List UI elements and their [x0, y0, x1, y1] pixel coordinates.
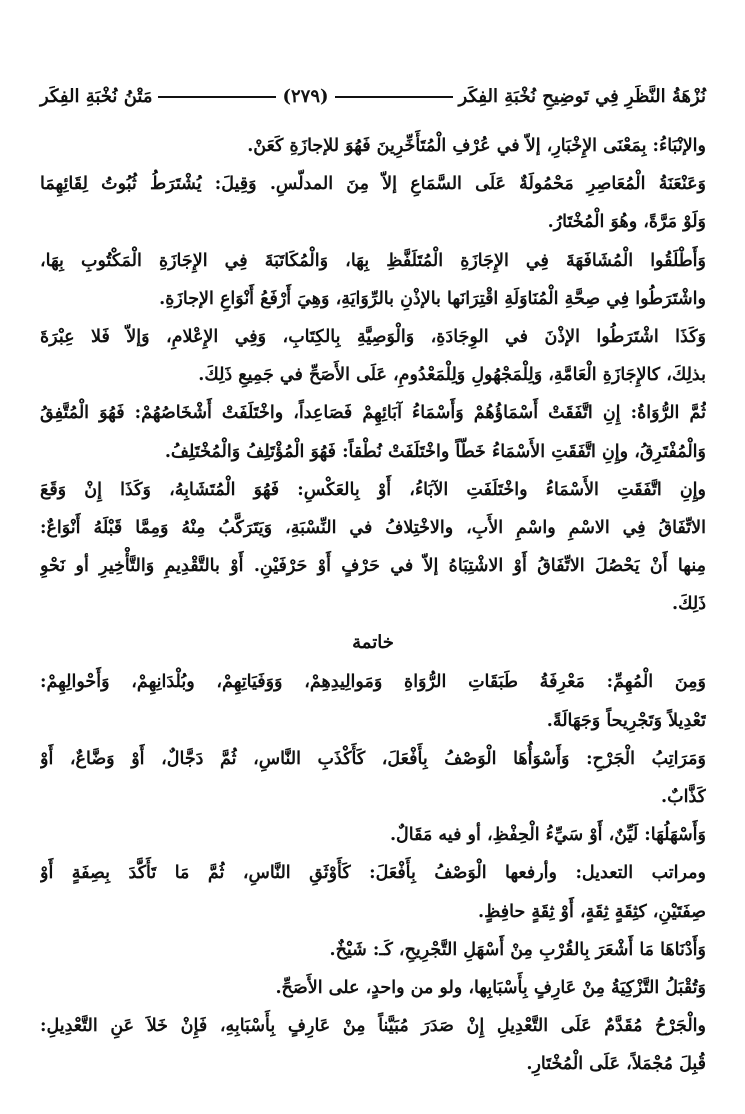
text-line: وَكَذَا اشْتَرَطُوا الإذْنَ في الوِجَادَةِ، وَالْوَصِيَّةِ بِالكِتَابِ، وَفِي الإِعْلامِ، وَإلاّ فَلا عِبْرَةَ — [40, 326, 706, 347]
text-line: وَأَسْهَلُهَا: لَيِّنٌ، أَوْ سَيِّءُ الْحِفْظِ، أو فيه مَقَالٌ. — [389, 825, 706, 846]
text-line: صِفَتَيْنِ، كثِقَةٍ ثِقَةٍ، أَوْ ثِقَةٍ حافِظٍ. — [478, 901, 706, 922]
text-line: وَلَوْ مَرَّةً، وهُوَ الْمُخْتَارُ. — [547, 212, 706, 233]
text-line: وَأَطْلَقُوا الْمُشَافَهَةَ فِي الإِجَازَةِ الْمُتَلَفَّظِ بِهَا، وَالْمُكَاتَبَةَ فِي الإِجَازَةِ الْمَكْتُوبِ بِهَا، — [40, 250, 706, 271]
text-line: وَعَنْعَنَةُ الْمُعَاصِرِ مَحْمُولَةٌ عَلَى السَّمَاعِ إلاّ مِنَ المدلّسِ. وَقِيلَ: يُشْتَرَطُ ثُبُوتُ لِقَائِهِمَا — [40, 174, 706, 195]
text-line: وَمِنَ الْمُهِمِّ: مَعْرِفَةُ طَبَقَاتِ الرُّوَاةِ وَمَوالِيدِهِمْ، وَوَفَيَاتِهِمْ، وبُلْدَانِهِمْ، وَأَحْوالِهِمْ: — [40, 672, 706, 693]
section-heading: خاتمة — [352, 632, 394, 654]
running-header — [40, 86, 706, 107]
text-body — [40, 127, 706, 1084]
text-line: وَأَدْنَاهَا مَا أَشْعَرَ بِالقُرْبِ مِنْ أَسْهَلِ التَّجْرِيحِ، كَـ: شَيْخٌ. — [329, 939, 706, 960]
text-line: تَعْدِيلاً وَتَجْرِيحاً وَجَهَالَةً. — [546, 710, 706, 731]
text-line: والإنْبَاءُ: بِمَعْنَى الإِخْبَارِ، إلاّ في عُرْفِ الْمُتَأَخِّرِينَ فَهُوَ للإجازَةِ كَعَنْ. — [247, 136, 706, 156]
page-number: (٢٧٩) — [282, 86, 329, 107]
header-right-title: نُزْهَةُ النَّظَرِ فِي تَوضِيحِ نُخْبَةِ الفِكَر — [458, 86, 706, 107]
text-line: مِنها أَنْ يَحْصُلَ الاتِّفَاقُ أَوْ الاشْتِبَاهُ إلاّ في حَرْفٍ أَوْ حَرْفَيْنِ. أَوْ بالتَّقْدِيمِ وَالتَّأْخِيرِ أو نَحْوِ — [40, 556, 706, 577]
text-line: وَمَرَاتِبُ الْجَرْحِ: وَأَسْوَأُهَا الْوَصْفُ بِأَفْعَلَ، كَأَكْذَبِ النَّاسِ، ثُمَّ دَجَّالٌ، أَوْ وَضَّاعٌ، أَوْ — [40, 748, 706, 769]
text-line: وإِنِ اتَّفَقَتِ الأَسْمَاءُ واخْتَلَفَتِ الآبَاءُ، أَوْ بِالعَكْسِ: فَهُوَ الْمُتَشَابِهُ، وَكَذَا إِنْ وَقَعَ — [40, 479, 706, 500]
text-line: وَالْمُفْتَرِقُ، وإِنِ اتَّفَقَتِ الأَسْمَاءُ خَطّاً واخْتَلَفَتْ نُطْقاً: فَهُوَ الْمُؤْتَلِفُ وَالْمُخْتَلِفُ. — [164, 441, 706, 462]
text-line: بذلِكَ، كالإِجَازَةِ الْعَامَّةِ، وَلِلْمَجْهُولِ وَلِلْمَعْدُومِ، عَلَى الأَصَحِّ في جَمِيعِ ذَلِكَ. — [198, 365, 706, 386]
text-line: وَتُقْبَلُ التَّزْكِيَةُ مِنْ عَارِفٍ بِأَسْبَابِها، ولو من واحدٍ، على الأَصَحِّ. — [275, 977, 706, 998]
text-line: كَذَّابٌ. — [661, 787, 706, 807]
header-left-title: مَتْنُ نُخْبَةِ الفِكَر — [40, 86, 153, 107]
text-line: والْجَرْحُ مُقَدَّمٌ عَلَى التَّعْدِيلِ إِنْ صَدَرَ مُبَيَّناً مِنْ عَارِفٍ بِأَسْبَابِهِ، فَإِنْ خَلاَ عَنِ التَّعْدِيلِ: — [40, 1016, 706, 1037]
text-line: ثُمَّ الرُّوَاةُ: إِنِ اتَّفَقَتْ أَسْمَاؤُهُمْ وَأَسْمَاءُ آبَائِهِمْ فَصَاعِداً، واخْتَلَفَتْ أَشْخَاصُهُمْ: فَهُوَ الْمُتَّفِقُ — [40, 403, 706, 424]
text-line: قُبِلَ مُجْمَلاً، عَلَى الْمُخْتَارِ. — [526, 1054, 706, 1075]
header-rule-right — [335, 96, 453, 98]
text-line: واشْتَرَطُوا فِي صِحَّةِ الْمُنَاوَلَةِ اقْتِرَانَها بالإذْنِ بالرِّوَايَةِ، وَهِيَ أَرْفَعُ أَنْوَاعِ الإجازَةِ. — [159, 288, 706, 309]
text-line: ذَلِكَ. — [672, 594, 706, 615]
text-line: الاتِّفَاقُ فِي الاسْمِ واسْمِ الأَبِ، والاخْتِلافُ في النِّسْبَةِ، وَيَتَرَكَّبُ مِنْهُ وَمِمَّا قَبْلَهُ أَنْوَاعٌ: — [40, 517, 706, 538]
header-rule-left — [158, 96, 276, 98]
text-line: ومراتب التعديل: وأرفعها الْوَصْفُ بِأَفْعَلَ: كَأَوْثَقِ النَّاسِ، ثُمَّ مَا تَأَكَّدَ بِصِفَةٍ أَوْ — [40, 863, 706, 884]
page — [40, 86, 706, 1084]
